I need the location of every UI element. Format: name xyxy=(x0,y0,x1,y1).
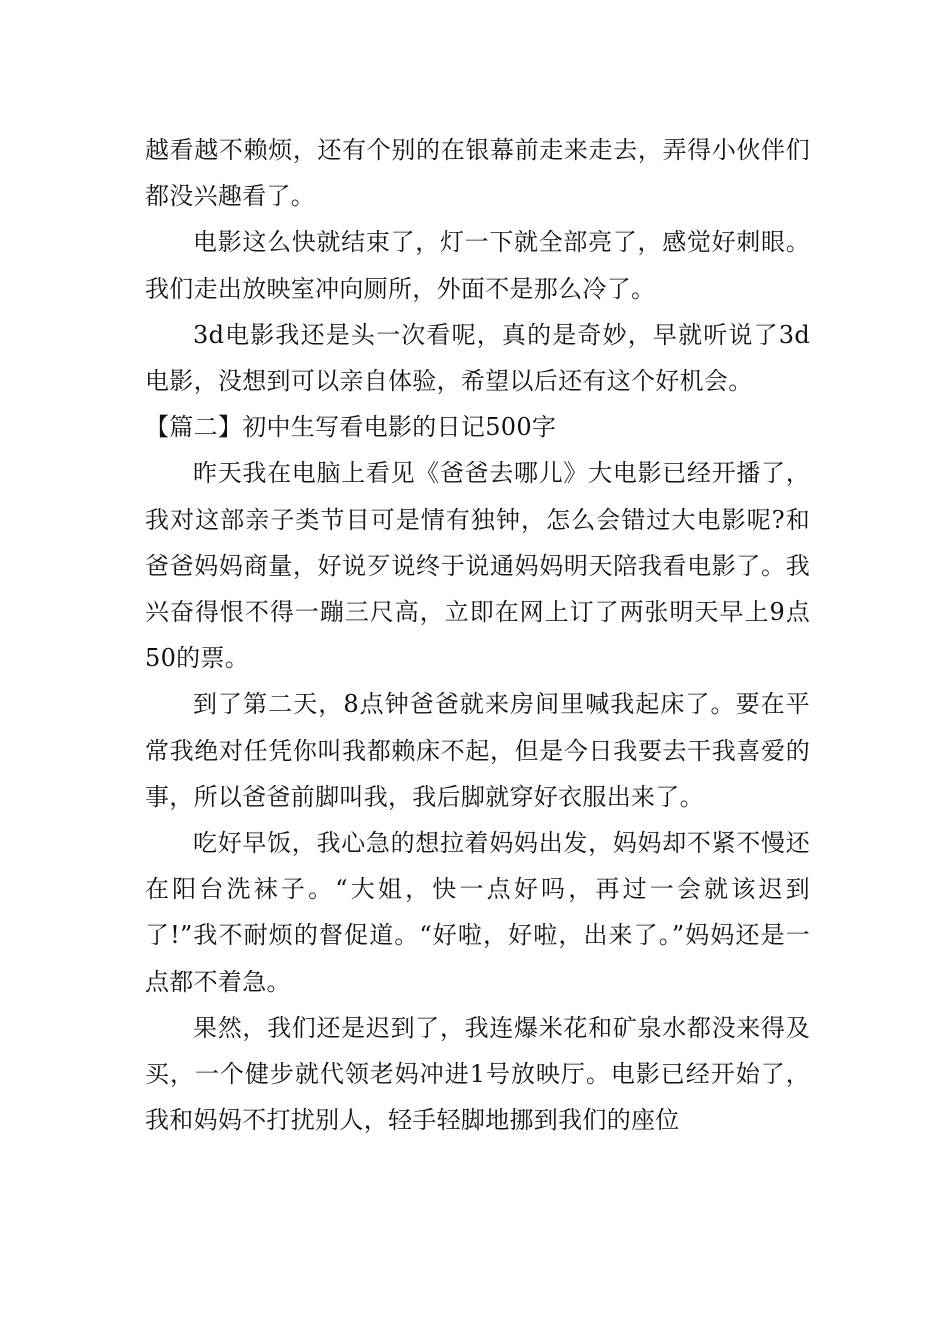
document-page xyxy=(145,127,810,1143)
paragraph-yesterday: 昨天我在电脑上看见《爸爸去哪儿》大电影已经开播了，我对这部亲子类节目可是情有独钟，怎么会错过大电影呢?和爸爸妈妈商量，好说歹说终于说通妈妈明天陪我看电影了。我兴奋得恨不得一蹦三尺高，立即在网上订了两张明天早上9点50的票。 xyxy=(145,459,810,673)
paragraph-3d-experience: 3d电影我还是头一次看呢，真的是奇妙，早就听说了3d电影，没想到可以亲自体验，希望以后还有这个好机会。 xyxy=(145,320,810,396)
paragraph-continuation: 越看越不赖烦，还有个别的在银幕前走来走去，弄得小伙伴们都没兴趣看了。 xyxy=(145,136,810,211)
paragraph-next-day: 到了第二天，8点钟爸爸就来房间里喊我起床了。要在平常我绝对任凭你叫我都赖床不起，但是今日我要去干我喜爱的事，所以爸爸前脚叫我，我后脚就穿好衣服出来了。 xyxy=(145,690,810,811)
paragraph-movie-ended: 电影这么快就结束了，灯一下就全部亮了，感觉好刺眼。我们走出放映室冲向厕所，外面不是那么冷了。 xyxy=(145,228,810,303)
paragraph-breakfast: 吃好早饭，我心急的想拉着妈妈出发，妈妈却不紧不慢还在阳台洗袜子。“大姐，快一点好吗，再过一会就该迟到了!”我不耐烦的督促道。“好啦，好啦，出来了。”妈妈还是一点都不着急。 xyxy=(145,829,810,996)
section-heading: 【篇二】初中生写看电影的日记500字 xyxy=(145,413,557,442)
paragraph-late: 果然，我们还是迟到了，我连爆米花和矿泉水都没来得及买，一个健步就代领老妈冲进1号放映厅。电影已经开始了，我和妈妈不打扰别人，轻手轻脚地挪到我们的座位 xyxy=(145,1013,810,1135)
